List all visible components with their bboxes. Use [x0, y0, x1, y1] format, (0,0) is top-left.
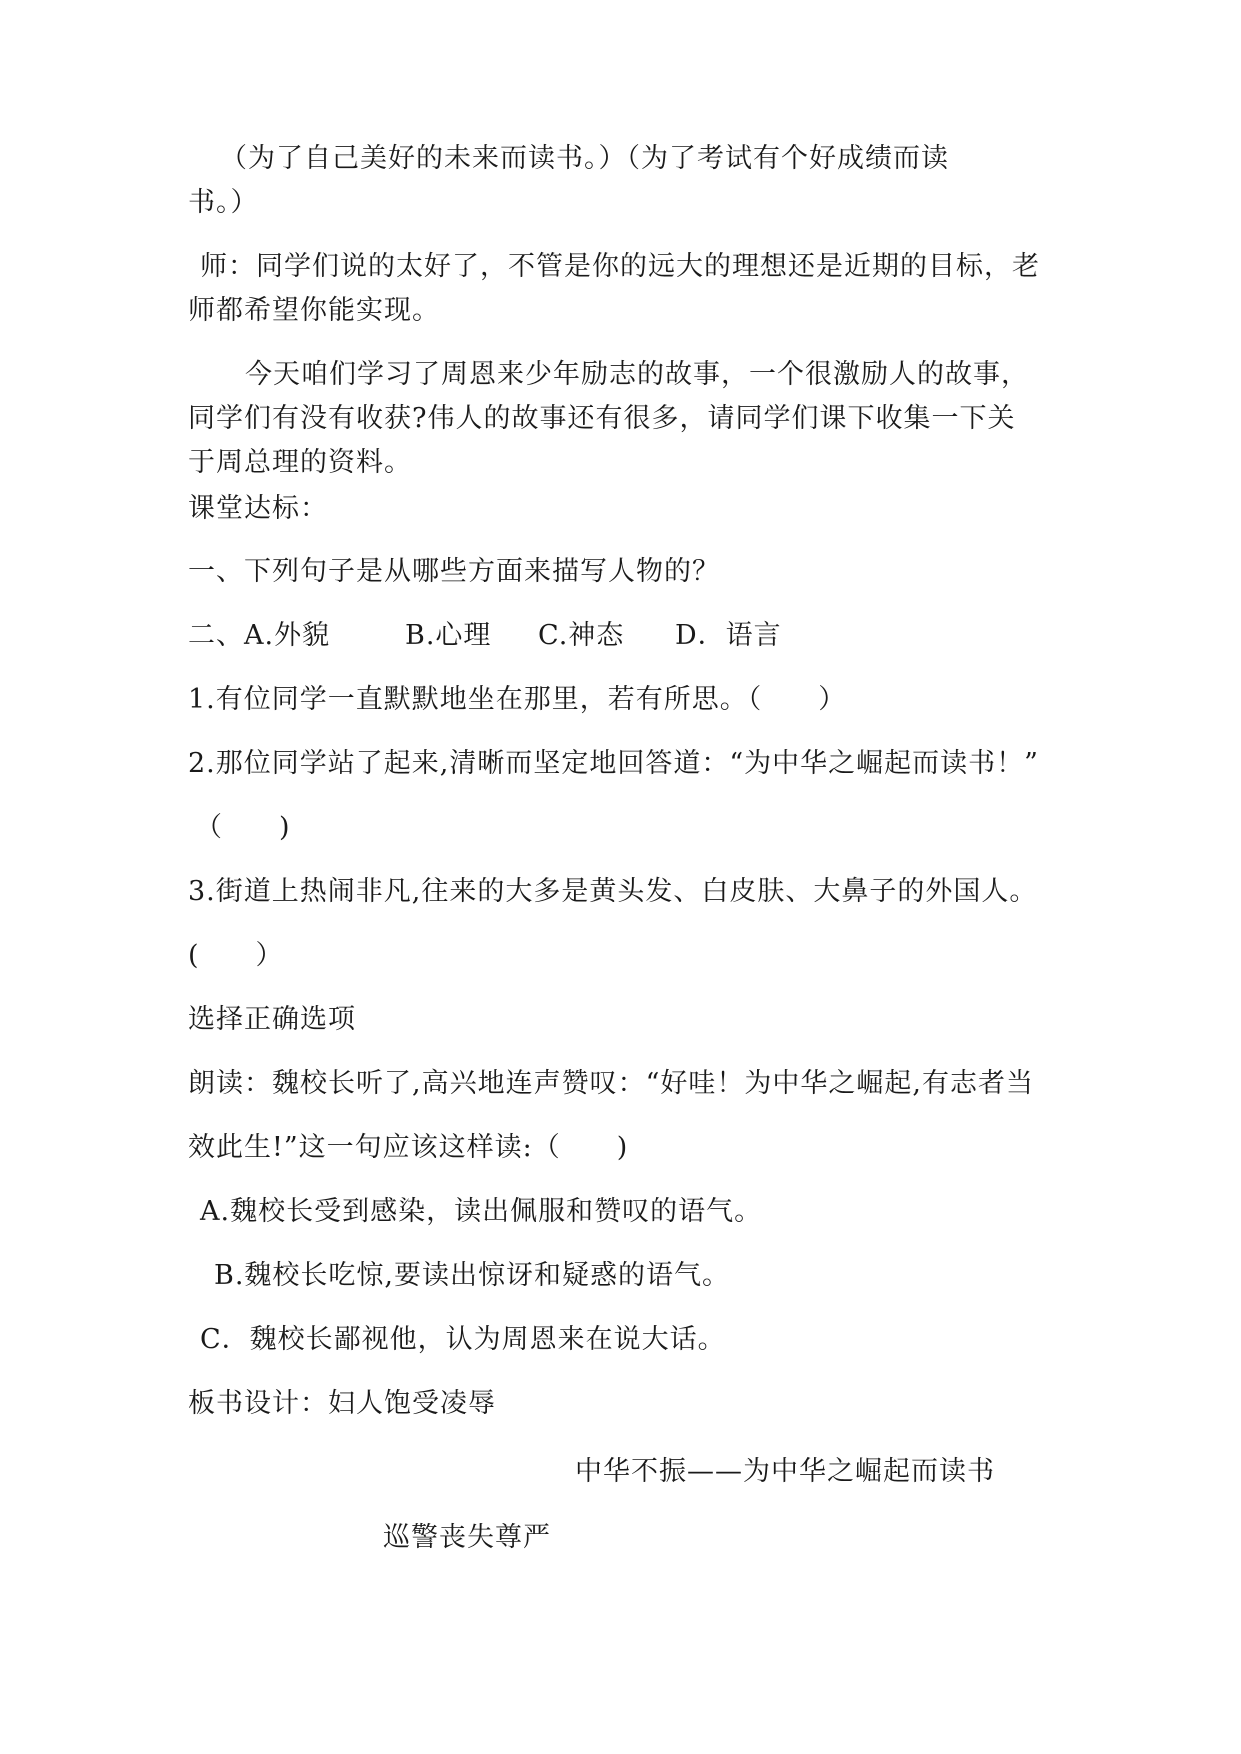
question-item: 2.那位同学站了起来,清晰而坚定地回答道：“为中华之崛起而读书！” — [188, 748, 1039, 779]
option-c: C.神态 — [538, 620, 625, 651]
choice-b: B.魏校长吃惊,要读出惊讶和疑惑的语气。 — [214, 1260, 731, 1291]
question-item: 3.街道上热闹非凡,往来的大多是黄头发、白皮肤、大鼻子的外国人。 — [188, 876, 1038, 907]
choice-c: C．魏校长鄙视他，认为周恩来在说大话。 — [200, 1324, 726, 1355]
board-design-line: 巡警丧失尊严 — [383, 1522, 551, 1553]
question-item: 效此生!”这一句应该这样读:（ ) — [188, 1132, 629, 1163]
question-heading: 一、下列句子是从哪些方面来描写人物的？ — [188, 556, 720, 587]
paragraph-line: 同学们有没有收获?伟人的故事还有很多，请同学们课下收集一下关 — [188, 403, 1016, 434]
paragraph-line: 书。） — [188, 187, 259, 218]
board-design-title: 板书设计：妇人饱受凌辱 — [188, 1388, 496, 1419]
paragraph-line: 师都希望你能实现。 — [188, 295, 440, 326]
question-item: 朗读：魏校长听了,高兴地连声赞叹：“好哇！为中华之崛起,有志者当 — [188, 1068, 1034, 1099]
paragraph-line: （为了自己美好的未来而读书。）（为了考试有个好成绩而读 — [220, 143, 949, 174]
option-a: 二、A.外貌 — [188, 620, 331, 651]
option-b: B.心理 — [405, 620, 492, 651]
option-d: D．语言 — [675, 620, 782, 651]
answer-blank: （ ) — [195, 812, 291, 843]
paragraph-line: 于周总理的资料。 — [188, 447, 412, 478]
section-heading: 选择正确选项 — [188, 1004, 356, 1035]
section-heading: 课堂达标： — [188, 493, 328, 524]
board-design-line: 中华不振——为中华之崛起而读书 — [575, 1456, 995, 1487]
paragraph-line: 今天咱们学习了周恩来少年励志的故事，一个很激励人的故事， — [245, 359, 1029, 390]
answer-blank: ( ） — [188, 940, 284, 971]
paragraph-line: 师：同学们说的太好了，不管是你的远大的理想还是近期的目标，老 — [200, 251, 1040, 282]
choice-a: A.魏校长受到感染，读出佩服和赞叹的语气。 — [200, 1196, 763, 1227]
question-item: 1.有位同学一直默默地坐在那里，若有所思。（ ） — [188, 684, 847, 715]
